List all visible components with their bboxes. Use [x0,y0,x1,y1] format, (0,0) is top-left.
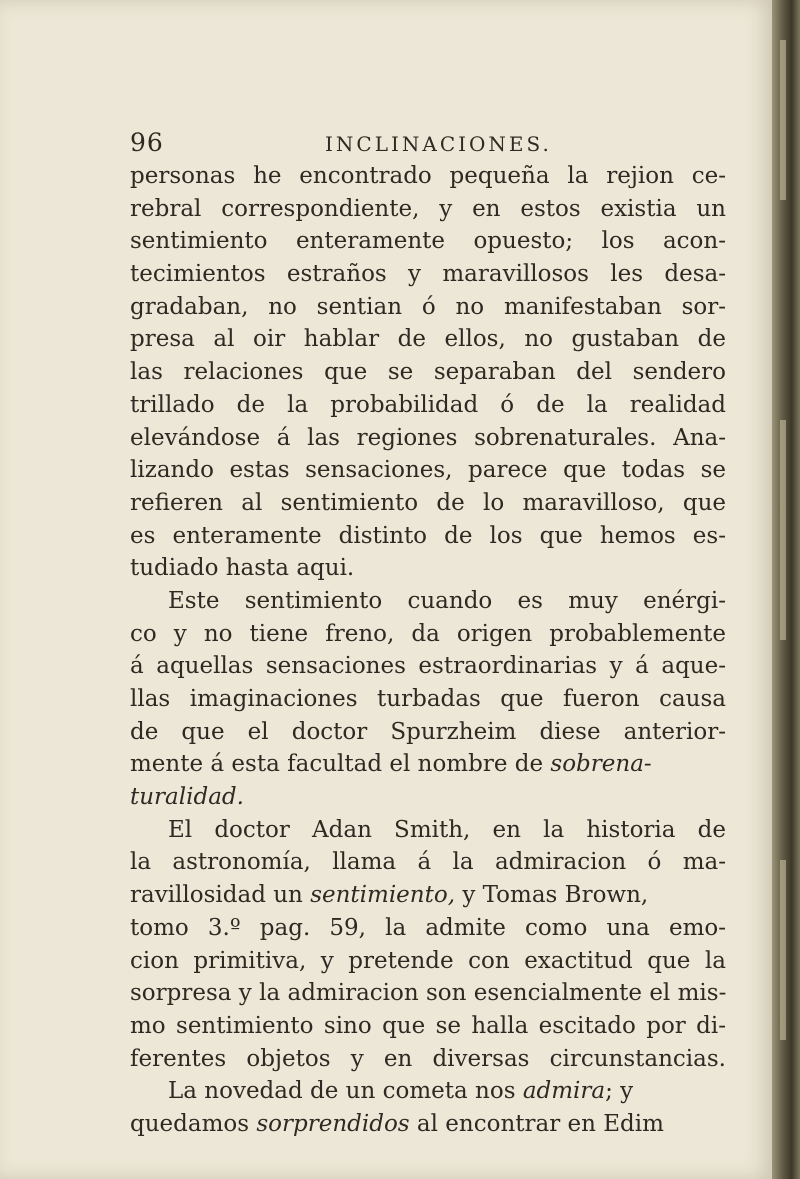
text-line: á aquellas sensaciones estraordinarias y á aque- [130,653,726,680]
text-line: refieren al sentimiento de lo maravilloso, que [130,489,726,516]
text-line: presa al oir hablar de ellos, no gustaban de [130,326,726,353]
text-segment: ; y [605,1078,634,1105]
text-line: llas imaginaciones turbadas que fueron causa [130,686,726,712]
text-line: trillado de la probabilidad ó de la realidad [130,391,726,418]
italic-term: sorprendidos [256,1110,410,1137]
text-line [130,1075,726,1108]
text-line: de que el doctor Spurzheim diese anterior- [130,718,726,745]
text-line: co y no tiene freno, da origen probablemente [130,620,726,647]
text-line: la astronomía, llama á la admiracion ó ma- [130,849,726,876]
text-line [130,781,726,814]
italic-term: turalidad. [130,784,244,811]
text-segment: quedamos [130,1110,250,1137]
text-line: sentimiento enteramente opuesto; los acon- [130,228,726,255]
text-line: tecimientos estraños y maravillosos les desa- [130,261,726,288]
italic-term: admira [522,1078,606,1105]
text-segment: mente á esta facultad el nombre de [130,751,544,778]
text-line: rebral correspondiente, y en estos existia un [130,195,726,222]
text-line: es enteramente distinto de los que hemos es- [130,522,726,549]
gutter-highlight [780,40,786,200]
text-line [130,748,726,781]
text-line: mo sentimiento sino que se halla escitado por di- [130,1012,726,1039]
running-head: INCLINACIONES. [325,132,552,156]
book-gutter [772,0,800,1179]
text-segment: ravillosidad un [130,882,303,909]
italic-term: sobrena- [550,751,652,778]
text-line: elevándose á las regiones sobrenaturales. Ana- [130,424,726,451]
text-line: ferentes objetos y en diversas circunstancias. [130,1045,726,1072]
body-text [130,160,726,1141]
page-number: 96 [130,128,164,157]
gutter-highlight [780,860,786,1040]
text-line: personas he encontrado pequeña la rejion ce- [130,163,726,189]
text-line [130,879,726,912]
text-segment: La novedad de un cometa nos [168,1078,516,1105]
text-line: tudiado hasta aqui. [130,555,355,582]
text-segment: y Tomas Brown, [455,882,649,909]
italic-term: sentimiento, [310,882,456,909]
text-line: lizando estas sensaciones, parece que todas se [130,457,726,484]
text-segment: al encontrar en Edim [416,1110,664,1137]
text-line: Este sentimiento cuando es muy enérgi- [168,587,726,614]
gutter-highlight [780,420,786,640]
text-line: gradaban, no sentian ó no manifestaban sor- [130,293,726,320]
text-line: sorpresa y la admiracion son esencialmente el mis- [130,980,727,1007]
text-line [130,1108,726,1141]
text-line: tomo 3.º pag. 59, la admite como una emo- [130,914,726,941]
text-line: El doctor Adan Smith, en la historia de [168,816,726,843]
text-line: las relaciones que se separaban del sendero [130,359,726,386]
page-header [130,128,690,160]
text-line: cion primitiva, y pretende con exactitud que la [130,947,726,974]
